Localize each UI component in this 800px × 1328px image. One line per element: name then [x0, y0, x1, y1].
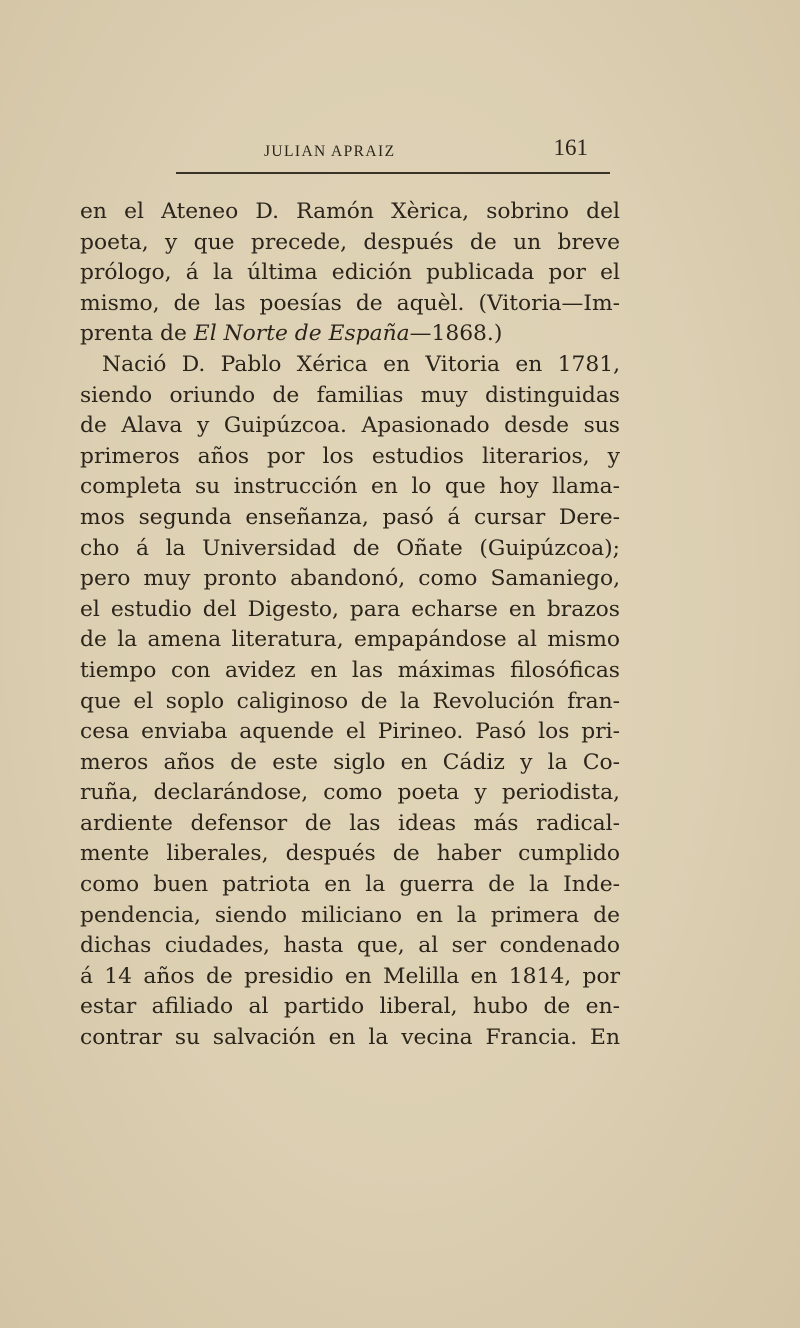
text-line: meros años de este siglo en Cádiz y la Co- [80, 749, 620, 775]
text-line: á 14 años de presidio en Melilla en 1814, por [80, 963, 620, 989]
newspaper-title: El Norte de España [193, 321, 410, 347]
text-line: primeros años por los estudios literarios, y [80, 443, 620, 469]
text-line: siendo oriundo de familias muy distinguidas [80, 382, 620, 408]
text-line: mente liberales, después de haber cumplido [80, 841, 620, 867]
page-header [176, 132, 610, 172]
page-number: 161 [553, 135, 588, 160]
text-line: pendencia, siendo miliciano en la primera de [80, 902, 620, 928]
text-line: contrar su salvación en la vecina Francia. En [80, 1025, 620, 1051]
text-line: pero muy pronto abandonó, como Samaniego, [80, 566, 620, 592]
text-line [80, 319, 620, 350]
text-line: Nació D. Pablo Xérica en Vitoria en 1781, [102, 351, 620, 377]
text-line: de la amena literatura, empapándose al mismo [80, 627, 620, 653]
text-line: cho á la Universidad de Oñate (Guipúzcoa); [80, 535, 620, 561]
text-line: prólogo, á la última edición publicada por el [80, 260, 620, 286]
text-line: en el Ateneo D. Ramón Xèrica, sobrino del [80, 199, 620, 224]
text-line: de Alava y Guipúzcoa. Apasionado desde sus [80, 413, 620, 439]
running-head: JULIAN APRAIZ [264, 143, 396, 160]
text-line: poeta, y que precede, después de un breve [80, 229, 620, 255]
text-line: completa su instrucción en lo que hoy llama- [80, 474, 620, 500]
body-text [80, 197, 620, 1054]
text-line: que el soplo caliginoso de la Revolución fran- [80, 688, 620, 714]
text-line: ardiente defensor de las ideas más radical- [80, 810, 620, 836]
text-line: mismo, de las poesías de aquèl. (Vitoria—Im- [80, 290, 620, 316]
text-span: prenta de [80, 321, 194, 347]
header-rule [176, 172, 610, 174]
text-line: dichas ciudades, hasta que, al ser condenado [80, 933, 620, 959]
text-line: mos segunda enseñanza, pasó á cursar Dere- [80, 504, 620, 530]
text-line: tiempo con avidez en las máximas filosóficas [80, 657, 620, 683]
text-line: cesa enviaba aquende el Pirineo. Pasó los pri- [80, 719, 620, 745]
text-line: estar afiliado al partido liberal, hubo de en- [80, 994, 620, 1020]
text-line: como buen patriota en la guerra de la Inde- [80, 872, 620, 898]
text-line: ruña, declarándose, como poeta y periodista, [80, 780, 620, 806]
text-line: el estudio del Digesto, para echarse en brazos [80, 596, 620, 622]
text-span: —1868.) [409, 321, 503, 347]
